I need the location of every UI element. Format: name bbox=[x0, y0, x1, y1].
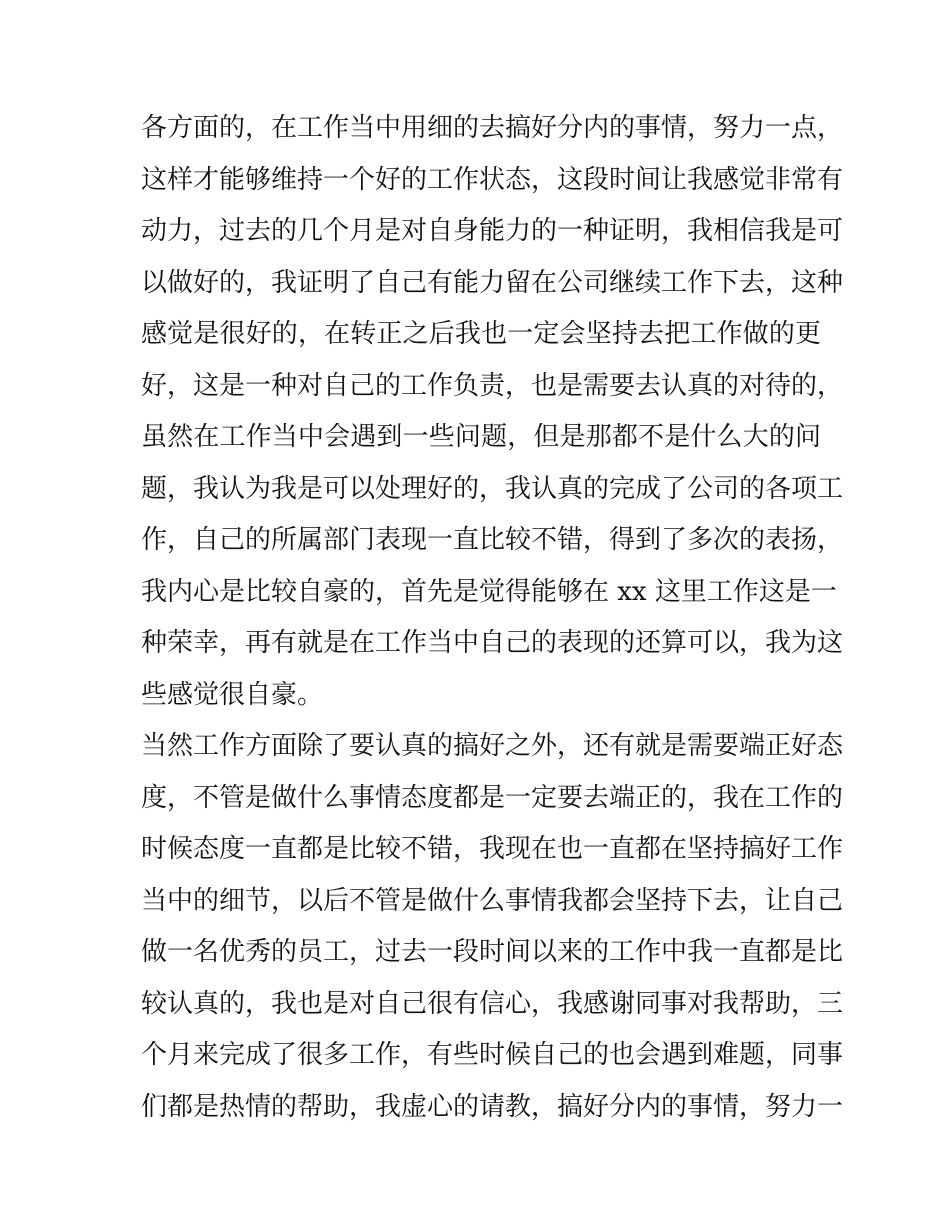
text-line: 好，这是一种对自己的工作负责，也是需要去认真的对待的， bbox=[141, 370, 844, 401]
text-line: 度，不管是做什么事情态度都是一定要去端正的，我在工作的 bbox=[141, 782, 844, 813]
paragraph-2 bbox=[141, 721, 844, 1133]
text-line: 们都是热情的帮助，我虚心的请教，搞好分内的事情，努力一 bbox=[141, 1091, 844, 1122]
text-line: 这样才能够维持一个好的工作状态，这段时间让我感觉非常有 bbox=[141, 164, 844, 195]
text-line: 各方面的，在工作当中用细的去搞好分内的事情，努力一点， bbox=[141, 113, 844, 143]
text-line: 我内心是比较自豪的，首先是觉得能够在 xx 这里工作这是一 bbox=[141, 576, 837, 607]
text-line: 动力，过去的几个月是对自身能力的一种证明，我相信我是可 bbox=[141, 216, 844, 246]
text-line: 当然工作方面除了要认真的搞好之外，还有就是需要端正好态 bbox=[141, 731, 844, 761]
text-line: 较认真的，我也是对自己很有信心，我感谢同事对我帮助，三 bbox=[141, 988, 844, 1019]
text-line: 种荣幸，再有就是在工作当中自己的表现的还算可以，我为这 bbox=[141, 628, 844, 658]
text-line: 个月来完成了很多工作，有些时候自己的也会遇到难题，同事 bbox=[141, 1040, 844, 1070]
text-line: 作，自己的所属部门表现一直比较不错，得到了多次的表扬， bbox=[141, 525, 844, 555]
text-line: 些感觉很自豪。 bbox=[141, 679, 324, 710]
paragraph-1 bbox=[141, 103, 844, 721]
text-line: 题，我认为我是可以处理好的，我认真的完成了公司的各项工 bbox=[141, 473, 844, 504]
text-line: 做一名优秀的员工，过去一段时间以来的工作中我一直都是比 bbox=[141, 937, 844, 967]
text-line: 感觉是很好的，在转正之后我也一定会坚持去把工作做的更 bbox=[141, 319, 821, 349]
document-body bbox=[141, 103, 844, 1133]
text-line: 虽然在工作当中会遇到一些问题，但是那都不是什么大的问 bbox=[141, 422, 821, 452]
text-line: 以做好的，我证明了自己有能力留在公司继续工作下去，这种 bbox=[141, 267, 844, 298]
text-line: 时候态度一直都是比较不错，我现在也一直都在坚持搞好工作 bbox=[141, 834, 844, 864]
text-line: 当中的细节，以后不管是做什么事情我都会坚持下去，让自己 bbox=[141, 885, 844, 916]
